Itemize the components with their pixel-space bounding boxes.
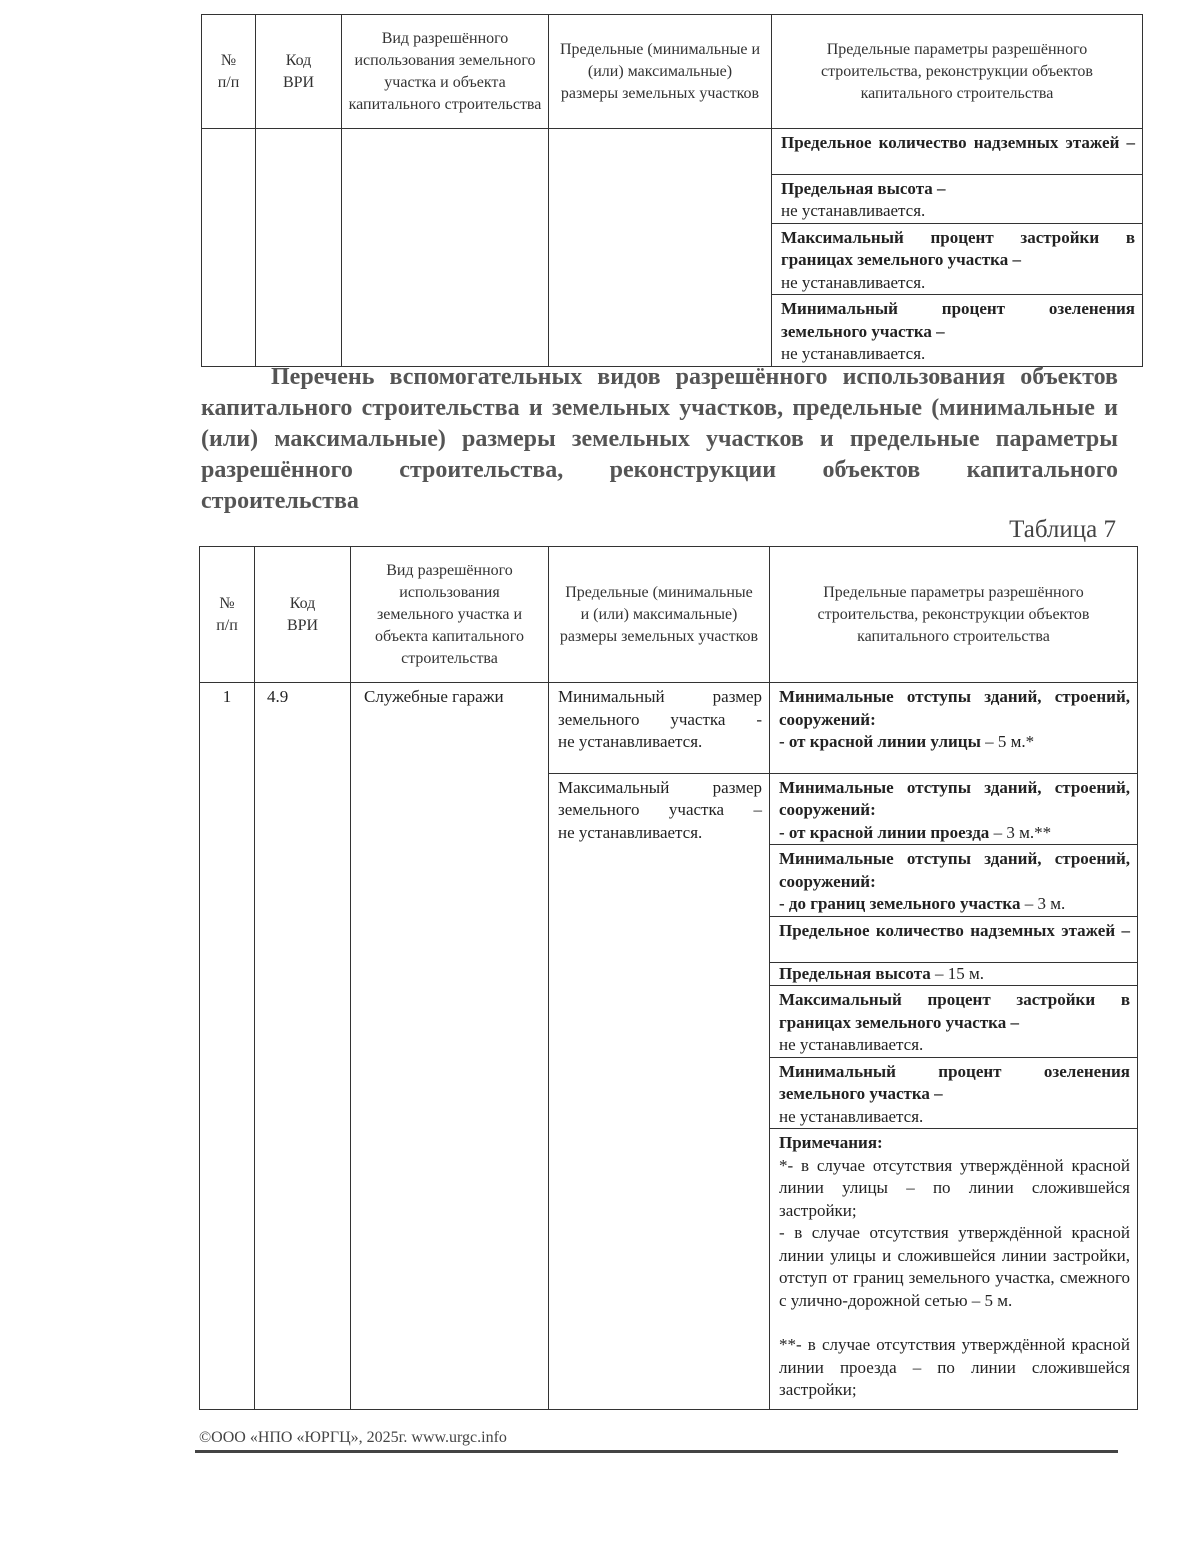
top-params-list xyxy=(772,129,1142,366)
header-sizes: Предельные (минимальные и (или) максимальные) размеры земельных участков xyxy=(549,547,770,683)
header-sizes: Предельные (минимальные и (или) максимальные) размеры земельных участков xyxy=(549,15,772,129)
table-caption: Таблица 7 xyxy=(1009,516,1116,543)
row-sizes xyxy=(549,683,770,1410)
top-vri-cell xyxy=(342,129,549,367)
header-num: № п/п xyxy=(202,15,256,129)
top-num-cell xyxy=(202,129,256,367)
top-table xyxy=(201,14,1143,367)
top-params-cell xyxy=(772,129,1143,367)
header-vri: Вид разрешённого использования земельного участка и объекта капитального строительства xyxy=(342,15,549,129)
param-item: Минимальный процент озеленения земельного участка – не устанавливается. xyxy=(779,1061,1130,1126)
header-code: Код ВРИ xyxy=(256,15,342,129)
table-7 xyxy=(199,546,1138,1410)
top-code-cell xyxy=(256,129,342,367)
header-num: № п/п xyxy=(200,547,255,683)
footer-divider xyxy=(195,1450,1118,1453)
section-heading: Перечень вспомогательных видов разрешённого использования объектов капитального строительства и земельных участков, предельные (минимальные и (или) максимальные) размеры земельных участков и предельные параметры разрешённого строительства, реконструкции объектов капитального строительства xyxy=(201,364,1118,514)
header-code: Код ВРИ xyxy=(255,547,351,683)
param-item: Минимальные отступы зданий, строений, сооружений: - от красной линии проезда – 3 м.** xyxy=(779,777,1130,842)
row-params xyxy=(770,683,1138,1410)
param-item: Предельная высота – 15 м. xyxy=(779,963,985,983)
param-item: Предельное количество надземных этажей – xyxy=(779,920,1130,940)
header-params: Предельные параметры разрешённого строительства, реконструкции объектов капитального строительства xyxy=(770,547,1138,683)
header-vri: Вид разрешённого использования земельного участка и объекта капитального строительства xyxy=(351,547,549,683)
param-item: Минимальный процент озеленения земельного участка – не устанавливается. xyxy=(781,299,1135,363)
row-vri: Служебные гаражи xyxy=(351,683,549,1410)
param-item: Минимальные отступы зданий, строений, сооружений: - от красной линии улицы – 5 м.* xyxy=(779,687,1130,751)
row-num: 1 xyxy=(200,683,255,1410)
param-item: Минимальные отступы зданий, строений, сооружений: - до границ земельного участка – 3 м. xyxy=(779,849,1130,913)
top-sizes-cell xyxy=(549,129,772,367)
param-item: Максимальный процент застройки в границах земельного участка – не устанавливается. xyxy=(779,990,1130,1054)
notes-item: Примечания: *- в случае отсутствия утверждённой красной линии улицы – по линии сложившейся застройки; - в случае отсутствия утверждённой красной линии улицы и сложившейся линии застройки, отступ от границ земельного участка, смежного с улично-дорожной сетью – 5 м. **- в случае отсутствия утверждённой красной линии проезда – по линии сложившейся застройки; xyxy=(779,1133,1130,1399)
header-params: Предельные параметры разрешённого строительства, реконструкции объектов капитального строительства xyxy=(772,15,1143,129)
param-item: Максимальный процент застройки в границах земельного участка – не устанавливается. xyxy=(781,227,1135,292)
params-list xyxy=(770,683,1137,1402)
sizes-list xyxy=(549,683,769,844)
footer-copyright: ©ООО «НПО «ЮРГЦ», 2025г. www.urgc.info xyxy=(199,1429,507,1446)
row-code: 4.9 xyxy=(255,683,351,1410)
size-item: Максимальный размер земельного участка – не устанавливается. xyxy=(558,777,762,842)
size-item: Минимальный размер земельного участка - не устанавливается. xyxy=(558,687,762,751)
param-item: Предельная высота – не устанавливается. xyxy=(781,178,946,220)
param-item: Предельное количество надземных этажей – xyxy=(781,133,1135,152)
